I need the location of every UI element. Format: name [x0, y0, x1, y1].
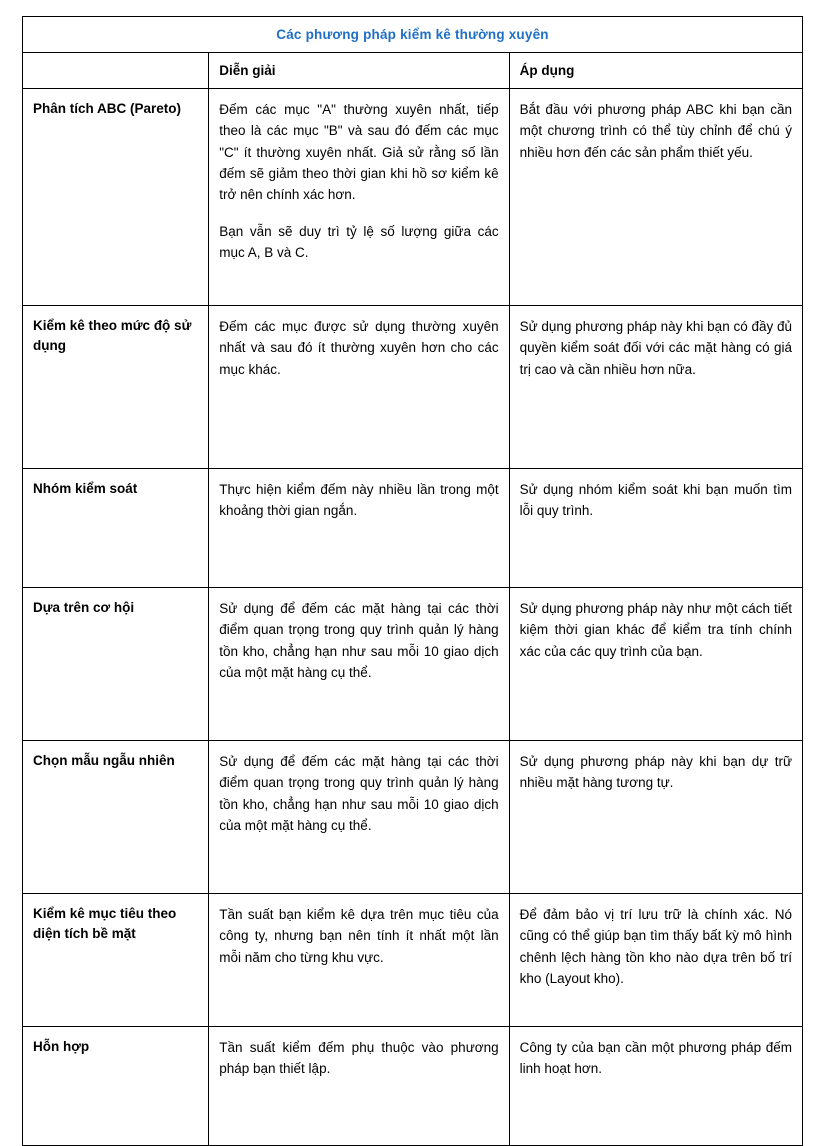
method-application	[509, 588, 802, 741]
method-description	[209, 1027, 509, 1146]
method-name: Nhóm kiểm soát	[23, 469, 209, 588]
table-header-row	[23, 53, 803, 89]
paragraph: Sử dụng phương pháp này khi bạn có đầy đủ quyền kiểm soát đối với các mặt hàng có giá trị cao và cần nhiều hơn nữa.	[519, 319, 792, 377]
table-row	[23, 588, 803, 741]
paragraph: Bạn vẫn sẽ duy trì tỷ lệ số lượng giữa các mục A, B và C.	[219, 223, 499, 260]
column-header-application: Áp dụng	[509, 53, 802, 89]
method-application	[509, 741, 802, 894]
method-application	[509, 469, 802, 588]
paragraph: Để đảm bảo vị trí lưu trữ là chính xác. Nó cũng có thể giúp bạn tìm thấy bất kỳ mô hình chênh lệch hàng tồn kho nào dựa trên bố trí kho (Layout kho).	[519, 907, 792, 986]
paragraph: Sử dụng phương pháp này khi bạn dự trữ nhiều mặt hàng tương tự.	[519, 754, 792, 791]
table-row	[23, 894, 803, 1027]
paragraph: Tần suất bạn kiểm kê dựa trên mục tiêu của công ty, nhưng bạn nên tính ít nhất một lần mỗi năm cho từng khu vực.	[219, 907, 499, 965]
method-name: Hỗn hợp	[23, 1027, 209, 1146]
method-description	[209, 89, 509, 306]
method-name: Phân tích ABC (Pareto)	[23, 89, 209, 306]
method-description	[209, 741, 509, 894]
table-title-row	[23, 17, 803, 53]
method-application	[509, 1027, 802, 1146]
paragraph: Công ty của bạn cần một phương pháp đếm linh hoạt hơn.	[519, 1040, 792, 1077]
page-title: Các phương pháp kiểm kê thường xuyên	[23, 17, 803, 53]
table-row	[23, 306, 803, 469]
paragraph: Tần suất kiểm đếm phụ thuộc vào phương pháp bạn thiết lập.	[219, 1040, 499, 1077]
method-name: Kiểm kê theo mức độ sử dụng	[23, 306, 209, 469]
method-application	[509, 894, 802, 1027]
method-name: Dựa trên cơ hội	[23, 588, 209, 741]
paragraph: Thực hiện kiểm đếm này nhiều lần trong một khoảng thời gian ngắn.	[219, 482, 499, 519]
paragraph: Đếm các mục được sử dụng thường xuyên nhất và sau đó ít thường xuyên hơn cho các mục khác.	[219, 319, 499, 377]
column-header-description: Diễn giải	[209, 53, 509, 89]
paragraph: Sử dụng phương pháp này như một cách tiết kiệm thời gian khác để kiểm tra tính chính xác của các quy trình của bạn.	[519, 601, 792, 659]
method-description	[209, 306, 509, 469]
table-row	[23, 1027, 803, 1146]
method-name: Chọn mẫu ngẫu nhiên	[23, 741, 209, 894]
paragraph: Sử dụng nhóm kiểm soát khi bạn muốn tìm lỗi quy trình.	[519, 482, 792, 519]
table-row	[23, 741, 803, 894]
column-header-name	[23, 53, 209, 89]
inventory-methods-table	[22, 16, 803, 1146]
method-name: Kiểm kê mục tiêu theo diện tích bề mặt	[23, 894, 209, 1027]
paragraph: Đếm các mục "A" thường xuyên nhất, tiếp theo là các mục "B" và sau đó đếm các mục "C" ít thường xuyên nhất. Giả sử rằng số lần đếm sẽ giảm theo thời gian khi hồ sơ kiểm kê trở nên chính xác hơn.	[219, 102, 499, 203]
table-row	[23, 469, 803, 588]
paragraph: Sử dụng để đếm các mặt hàng tại các thời điểm quan trọng trong quy trình quản lý hàng tồn kho, chẳng hạn như sau mỗi 10 giao dịch của một mặt hàng cụ thể.	[219, 754, 499, 833]
method-application	[509, 89, 802, 306]
method-description	[209, 894, 509, 1027]
method-description	[209, 469, 509, 588]
method-application	[509, 306, 802, 469]
paragraph: Sử dụng để đếm các mặt hàng tại các thời điểm quan trọng trong quy trình quản lý hàng tồn kho, chẳng hạn như sau mỗi 10 giao dịch của một mặt hàng cụ thể.	[219, 601, 499, 680]
method-description	[209, 588, 509, 741]
table-row	[23, 89, 803, 306]
paragraph: Bắt đầu với phương pháp ABC khi bạn cần một chương trình có thể tùy chỉnh để chú ý nhiều hơn đến các sản phẩm thiết yếu.	[519, 102, 792, 160]
